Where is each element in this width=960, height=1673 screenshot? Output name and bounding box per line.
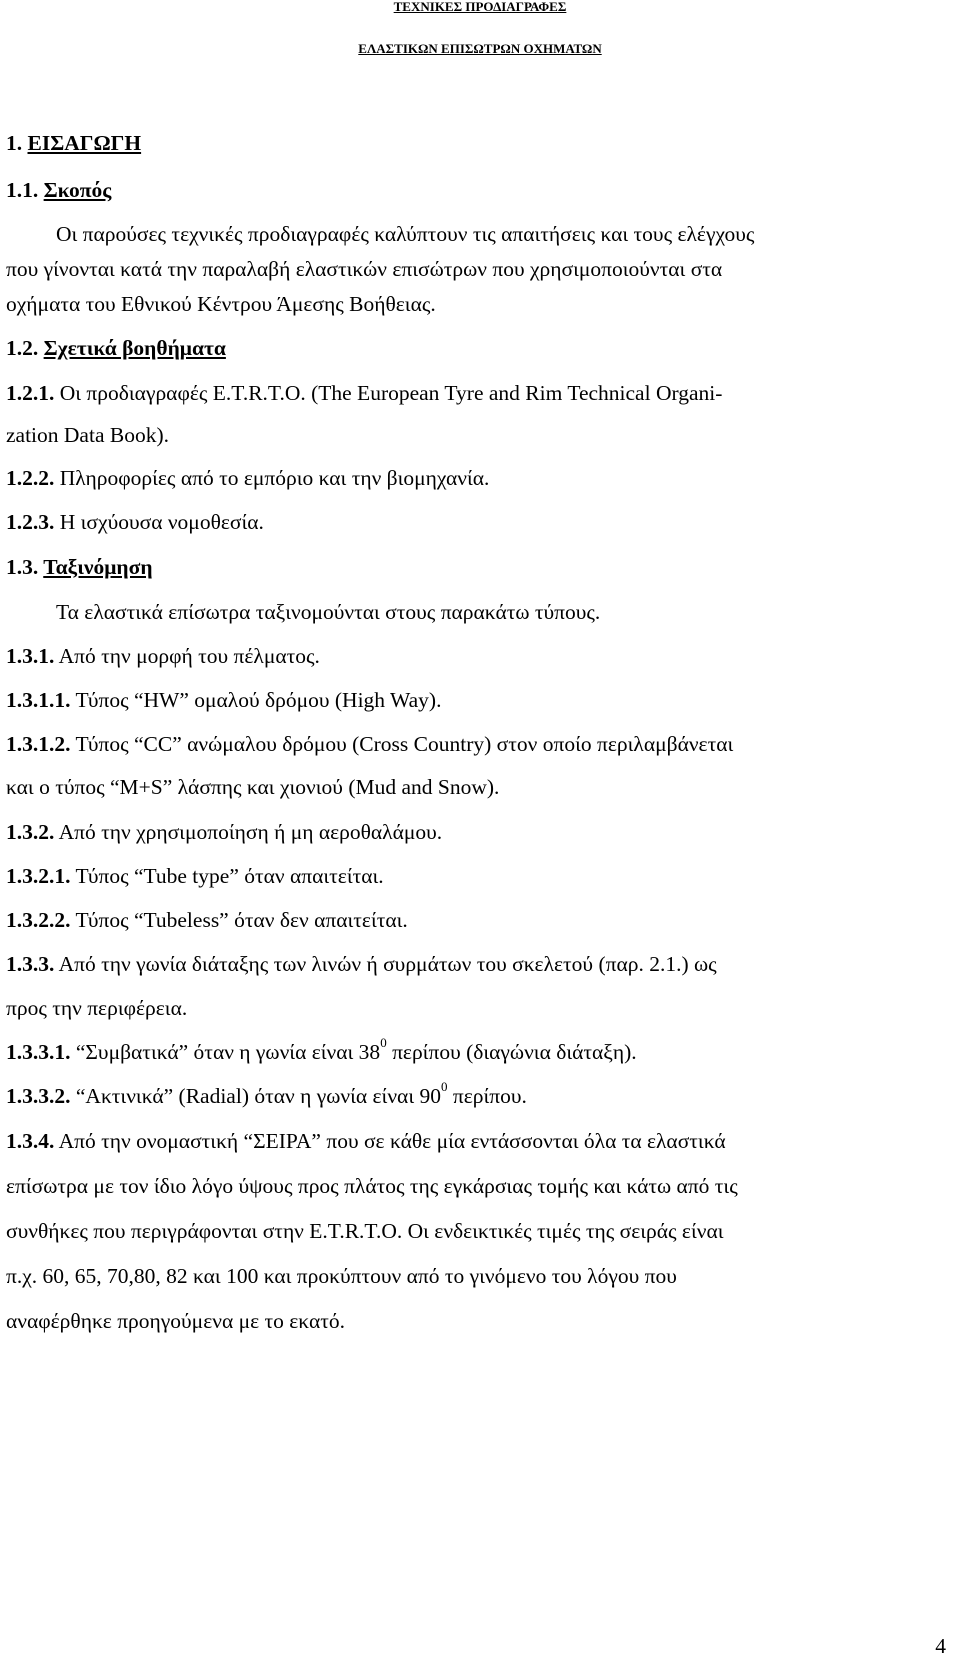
item-text: Από την χρησιμοποίηση ή μη αεροθαλάμου.	[58, 820, 443, 844]
paragraph-line: συνθήκες που περιγράφονται στην E.T.R.T.O. Οι ενδεικτικές τιμές της σειράς είναι	[6, 1219, 724, 1243]
list-item	[6, 466, 489, 491]
list-item	[6, 864, 384, 889]
list-item-continuation: και ο τύπος “M+S” λάσπης και χιονιού (Mud and Snow).	[6, 775, 500, 799]
list-item	[6, 1129, 726, 1154]
item-number: 1.3.3.1.	[6, 1040, 71, 1064]
section-1-3-heading	[6, 555, 153, 580]
paragraph-line: που γίνονται κατά την παραλαβή ελαστικών επισώτρων που χρησιμοποιούνται στα	[6, 257, 723, 281]
section-1-2-heading	[6, 336, 226, 361]
list-item	[6, 1035, 637, 1065]
item-text: περίπου (διαγώνια διάταξη).	[386, 1040, 637, 1064]
paragraph-line: Τα ελαστικά επίσωτρα ταξινομούνται στους παρακάτω τύπους.	[56, 600, 601, 624]
item-text: Τύπος “CC” ανώμαλου δρόμου (Cross Country) στον οποίο περιλαμβάνεται	[75, 732, 734, 756]
paragraph-line: Οι παρούσες τεχνικές προδιαγραφές καλύπτουν τις απαιτήσεις και τους ελέγχους	[56, 222, 755, 246]
superscript: 0	[380, 1035, 387, 1050]
list-item	[6, 908, 408, 933]
list-item	[6, 644, 320, 669]
section-title: Σχετικά βοηθήματα	[43, 336, 226, 360]
list-item	[6, 688, 441, 713]
list-item	[6, 820, 442, 845]
item-text: Τύπος “Tubeless” όταν δεν απαιτείται.	[75, 908, 408, 932]
paragraph-line: οχήματα του Εθνικού Κέντρου Άμεσης Βοήθειας.	[6, 292, 436, 316]
item-text: Από την ονομαστική “ΣΕΙΡΑ” που σε κάθε μία εντάσσονται όλα τα ελαστικά	[58, 1129, 726, 1153]
document-title-line-1: ΤΕΧΝΙΚΕΣ ΠΡΟΔΙΑΓΡΑΦΕΣ	[393, 0, 567, 14]
item-text: Η ισχύουσα νομοθεσία.	[59, 510, 264, 534]
item-number: 1.2.3.	[6, 510, 55, 534]
item-number: 1.3.4.	[6, 1129, 55, 1153]
item-text: Πληροφορίες από το εμπόριο και την βιομηχανία.	[59, 466, 490, 490]
section-title: Ταξινόμηση	[43, 555, 153, 579]
paragraph-line: π.χ. 60, 65, 70,80, 82 και 100 και προκύπτουν από το γινόμενο του λόγου που	[6, 1264, 677, 1288]
document-title-line-2: ΕΛΑΣΤΙΚΩΝ ΕΠΙΣΩΤΡΩΝ ΟΧΗΜΑΤΩΝ	[358, 41, 602, 56]
paragraph-line: επίσωτρα με τον ίδιο λόγο ύψους προς πλάτος της εγκάρσιας τομής και κάτω από τις	[6, 1174, 738, 1198]
list-item	[6, 1079, 527, 1109]
item-number: 1.2.1.	[6, 381, 55, 405]
item-number: 1.3.3.2.	[6, 1084, 71, 1108]
list-item	[6, 381, 722, 406]
item-number: 1.3.3.	[6, 952, 55, 976]
list-item	[6, 732, 733, 757]
section-number: 1.	[6, 131, 23, 155]
section-number: 1.3.	[6, 555, 39, 579]
list-item-continuation: zation Data Book).	[6, 423, 169, 447]
section-title: Σκοπός	[43, 178, 112, 202]
item-text: Από την μορφή του πέλματος.	[58, 644, 320, 668]
item-number: 1.3.2.2.	[6, 908, 71, 932]
superscript: 0	[440, 1079, 448, 1094]
item-number: 1.2.2.	[6, 466, 55, 490]
item-number: 1.3.1.2.	[6, 732, 71, 756]
item-text: περίπου.	[447, 1084, 527, 1108]
item-number: 1.3.1.1.	[6, 688, 71, 712]
item-number: 1.3.2.	[6, 820, 55, 844]
item-text: Τύπος “Tube type” όταν απαιτείται.	[75, 864, 384, 888]
item-number: 1.3.2.1.	[6, 864, 71, 888]
section-title: ΕΙΣΑΓΩΓΗ	[27, 131, 142, 155]
item-number: 1.3.1.	[6, 644, 55, 668]
section-number: 1.1.	[6, 178, 39, 202]
item-text: “Ακτινικά” (Radial) όταν η γωνία είναι 90	[75, 1084, 441, 1108]
section-number: 1.2.	[6, 336, 39, 360]
item-text: “Συμβατικά” όταν η γωνία είναι 38	[75, 1040, 381, 1064]
item-text: Από την γωνία διάταξης των λινών ή συρμάτων του σκελετού (παρ. 2.1.) ως	[58, 952, 717, 976]
item-text: Οι προδιαγραφές E.T.R.T.O. (The European Tyre and Rim Technical Organi-	[59, 381, 723, 405]
page-number: 4	[935, 1634, 946, 1658]
section-1-heading	[6, 131, 141, 156]
list-item	[6, 510, 264, 535]
section-1-1-heading	[6, 178, 111, 203]
list-item	[6, 952, 717, 977]
paragraph-line: αναφέρθηκε προηγούμενα με το εκατό.	[6, 1309, 345, 1333]
item-text: Τύπος “HW” ομαλού δρόμου (High Way).	[75, 688, 442, 712]
list-item-continuation: προς την περιφέρεια.	[6, 996, 188, 1020]
